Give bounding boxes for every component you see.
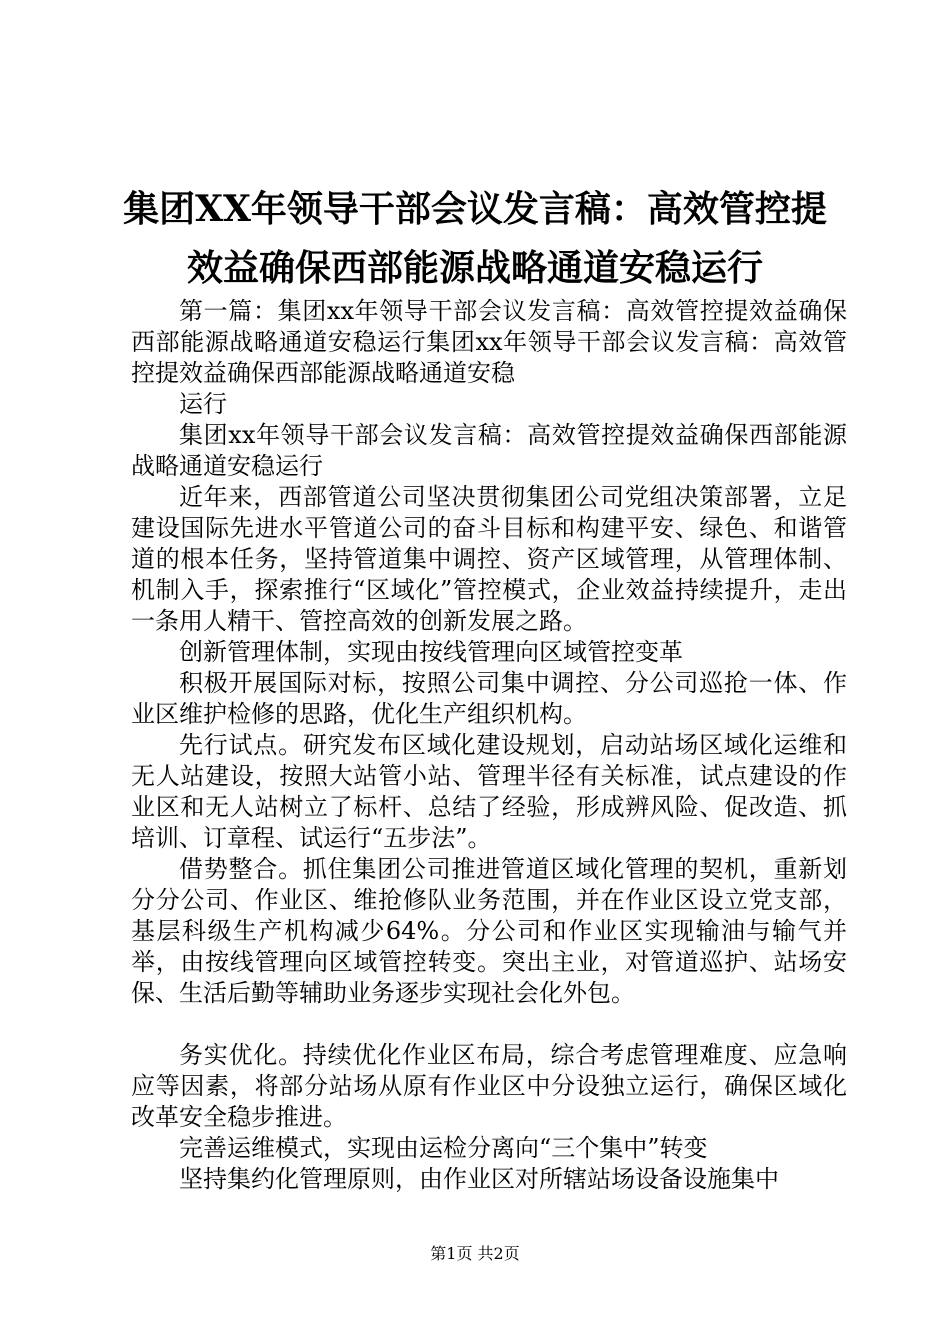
paragraph: 运行 bbox=[179, 390, 227, 418]
section-heading: 完善运维模式，实现由运检分离向“三个集中”转变 bbox=[179, 1134, 708, 1162]
paragraph: 集团xx年领导干部会议发言稿：高效管控提效益确保西部能源战略通道安稳运行 bbox=[131, 421, 847, 480]
section-heading: 创新管理体制，实现由按线管理向区域管控变革 bbox=[179, 638, 683, 666]
paragraph: 坚持集约化管理原则，由作业区对所辖站场设备设施集中 bbox=[179, 1165, 779, 1193]
document-body bbox=[131, 296, 847, 1195]
paragraph: 第一篇：集团xx年领导干部会议发言稿：高效管控提效益确保西部能源战略通道安稳运行集团xx年领导干部会议发言稿：高效管控提效益确保西部能源战略通道安稳 bbox=[131, 297, 847, 387]
paragraph: 务实优化。持续优化作业区布局，综合考虑管理难度、应急响应等因素，将部分站场从原有作业区中分设独立运行，确保区域化改革安全稳步推进。 bbox=[131, 1041, 847, 1131]
paragraph: 积极开展国际对标，按照公司集中调控、分公司巡抢一体、作业区维护检修的思路，优化生产组织机构。 bbox=[131, 669, 847, 728]
page-footer: 第1页 共2页 bbox=[430, 1244, 520, 1263]
paragraph: 近年来，西部管道公司坚决贯彻集团公司党组决策部署，立足建设国际先进水平管道公司的奋斗目标和构建平安、绿色、和谐管道的根本任务，坚持管道集中调控、资产区域管理，从管理体制、机制入手，探索推行“区域化”管控模式，企业效益持续提升，走出一条用人精干、管控高效的创新发展之路。 bbox=[131, 483, 847, 635]
paragraph: 先行试点。研究发布区域化建设规划，启动站场区域化运维和无人站建设，按照大站管小站、管理半径有关标准，试点建设的作业区和无人站树立了标杆、总结了经验，形成辨风险、促改造、抓培训、订章程、试运行“五步法”。 bbox=[131, 731, 847, 852]
paragraph: 借势整合。抓住集团公司推进管道区域化管理的契机，重新划分分公司、作业区、维抢修队业务范围，并在作业区设立党支部，基层科级生产机构减少64%。分公司和作业区实现输油与输气并举，由按线管理向区域管控转变。突出主业，对管道巡护、站场安保、生活后勤等辅助业务逐步实现社会化外包。 bbox=[131, 855, 847, 1007]
document-title-line-2: 效益确保西部能源战略通道安稳运行 bbox=[186, 247, 763, 289]
document-title-line-1: 集团XX年领导干部会议发言稿：高效管控提 bbox=[123, 188, 827, 230]
